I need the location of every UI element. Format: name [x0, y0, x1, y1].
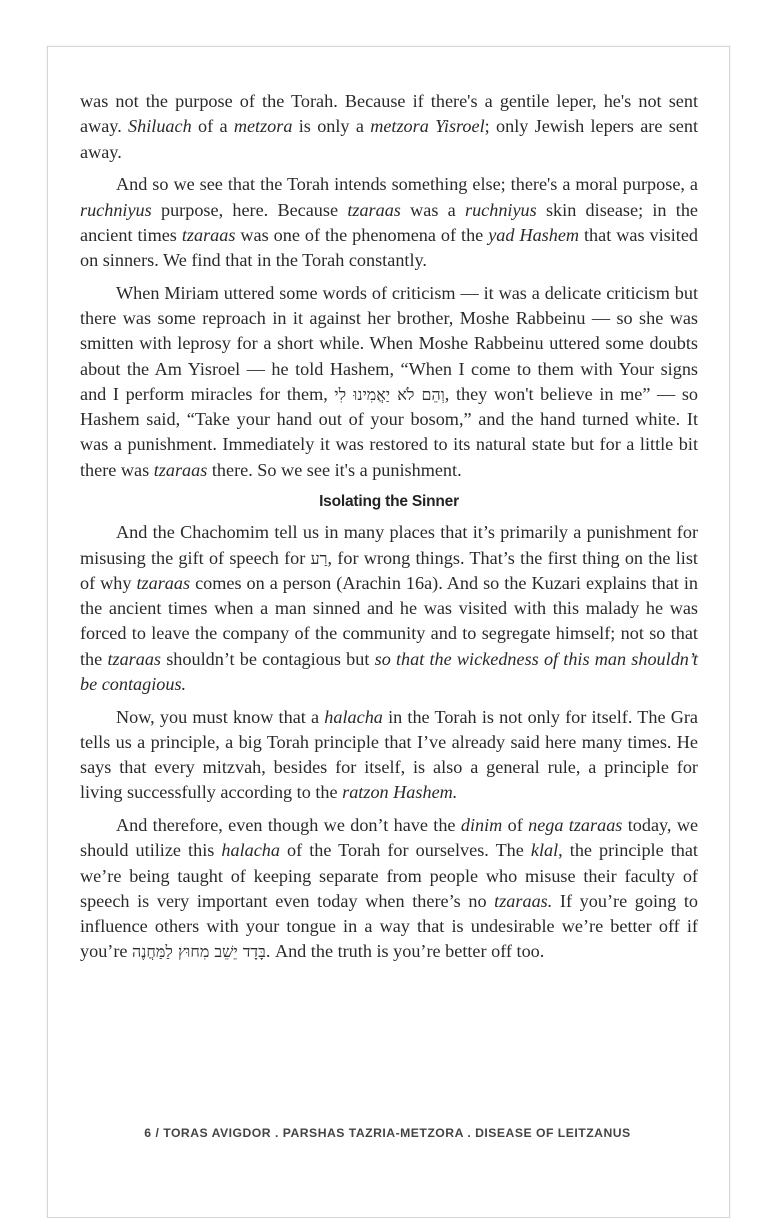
text-run: . And the truth is you’re better off too.	[265, 941, 545, 962]
italic-term: Shiluach	[128, 116, 192, 137]
text-run: , they won't believe in me” — so Hashem said, “Take your hand out of your bosom,” and the hand turned white. It was a punishment. Immediately it was restored to its natural state but for a little bit there was	[80, 383, 699, 480]
text-run: ; only Jewish lepers are sent away.	[80, 116, 698, 162]
hebrew-quote: רַע	[310, 548, 328, 568]
paragraph	[80, 89, 698, 165]
italic-term: halacha	[221, 840, 280, 861]
hebrew-quote: וְהֵם לֹא יַאֲמִינוּ לִי	[334, 384, 445, 404]
italic-term: ruchniyus	[80, 199, 152, 220]
italic-term: tzaraas	[153, 459, 208, 480]
text-run: shouldn’t be contagious but	[161, 648, 375, 669]
italic-term: ruchniyus	[465, 199, 537, 220]
text-run: When Miriam uttered some words of criticism — it was a delicate criticism but there was some reproach in it against her brother, Moshe Rabbeinu — so she was smitten with leprosy for a short while. When Moshe Rabbeinu uttered some doubts about the Am Yisroel — he told Hashem, “When I come to them with Your signs and I perform miracles for them,	[80, 282, 698, 404]
text-run: was one of the phenomena of the	[235, 224, 489, 245]
text-run: comes on a person (Arachin 16a). And so the Kuzari explains that in the ancient times when a man sinned and he was visited with this malady he was forced to leave the company of the community and to segregate himself; not so that the	[80, 572, 698, 669]
italic-term: so that the wickedness of this man shouldn’t be contagious.	[80, 648, 698, 694]
italic-term: tzaraas	[347, 199, 401, 220]
text-run: Now, you must know that a	[116, 706, 325, 727]
italic-term: dinim	[460, 815, 503, 835]
text-run: purpose, here. Because	[151, 199, 348, 220]
section-heading: Isolating the Sinner	[319, 493, 459, 511]
paragraph	[80, 172, 698, 273]
body-text	[80, 89, 698, 972]
text-run: If you’re going to influence others with your tongue in a way that is undesirable we’re better off if you’re	[80, 890, 698, 962]
italic-term: halacha	[324, 706, 383, 727]
italic-term: tzaraas	[136, 572, 191, 593]
italic-term: tzaraas	[181, 224, 236, 245]
italic-term: tzaraas	[107, 648, 162, 669]
text-run: , for wrong things. That’s the first thing on the list of why	[80, 547, 698, 593]
text-run: was a	[400, 199, 465, 220]
text-run: skin disease; in the ancient times	[80, 199, 698, 245]
text-run: And so we see that the Torah intends something else; there's a moral purpose, a	[116, 174, 698, 195]
italic-term: yad Hashem	[488, 224, 580, 245]
text-run: And therefore, even though we don’t have the	[116, 815, 461, 835]
italic-term: tzaraas.	[494, 890, 553, 911]
text-run: that was visited on sinners. We find that in the Torah constantly.	[80, 224, 698, 270]
text-run: And the Chachomim tell us in many places that it’s primarily a punishment for misusing the gift of speech for	[80, 522, 698, 568]
page-footer: 6 / TORAS AVIGDOR . PARSHAS TAZRIA-METZORA . DISEASE OF LEITZANUS	[144, 1126, 631, 1140]
paragraph	[80, 813, 698, 965]
italic-term: klal	[530, 840, 559, 861]
text-run: of a	[191, 116, 234, 137]
text-run: is only a	[292, 116, 371, 137]
text-run: there. So we see it's a punishment.	[207, 459, 462, 480]
text-run: was not the purpose of the Torah. Because if there's a gentile leper, he's not sent away.	[80, 91, 698, 137]
text-run: today, we should utilize this	[80, 815, 699, 861]
italic-term: metzora	[233, 116, 293, 137]
text-run: in the Torah is not only for itself. The Gra tells us a principle, a big Torah principle that I’ve already said here many times. He says that every mitzvah, besides for itself, is also a general rule, a principle for living successfully according to the	[80, 706, 698, 803]
italic-term: ratzon Hashem.	[342, 782, 458, 803]
text-run: , the principle that we’re being taught of keeping separate from people who misuse their faculty of speech is very important even today when there’s no	[80, 840, 698, 911]
paragraph	[80, 281, 698, 483]
text-run: of	[502, 815, 529, 835]
italic-term: nega tzaraas	[528, 815, 623, 835]
paragraph	[80, 705, 698, 806]
text-run: of the Torah for ourselves. The	[279, 840, 531, 861]
italic-term: metzora Yisroel	[370, 116, 485, 137]
paragraph	[80, 520, 698, 697]
hebrew-quote: בָּדָד יֵשֵׁב מִחוּץ לַמַּחֲנֶה	[132, 942, 266, 962]
